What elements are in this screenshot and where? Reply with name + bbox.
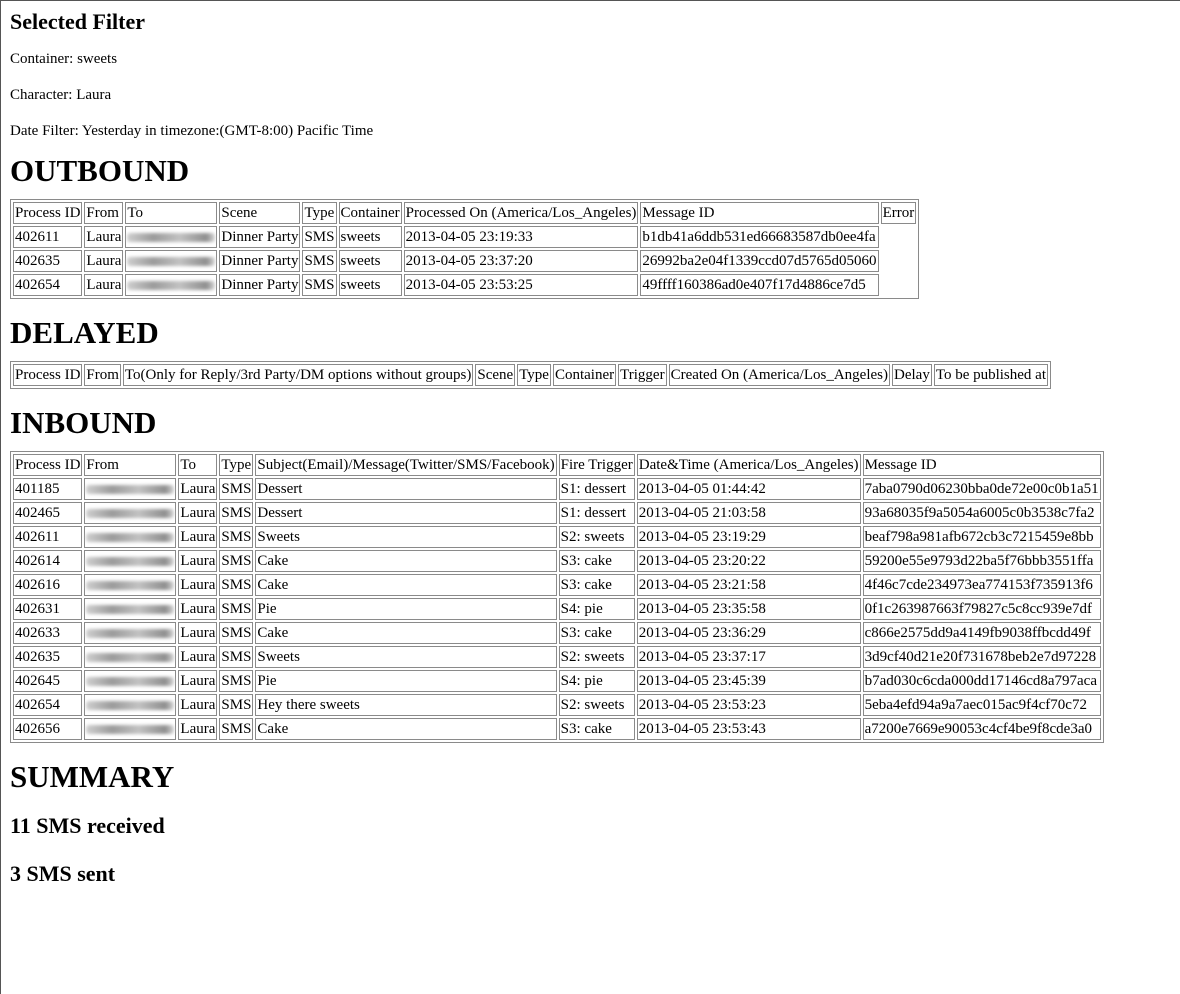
inbound-cell: Laura: [178, 670, 217, 692]
redacted-phone-number: [127, 233, 215, 242]
inbound-table-row: [13, 622, 1101, 644]
inbound-table-row: [13, 526, 1101, 548]
redacted-phone-number: [86, 485, 174, 494]
redacted-phone-cell: [84, 718, 176, 740]
inbound-cell: 402611: [13, 526, 82, 548]
inbound-cell: 402635: [13, 646, 82, 668]
inbound-cell: SMS: [219, 718, 253, 740]
inbound-heading: INBOUND: [10, 405, 157, 440]
inbound-table: [10, 451, 1104, 743]
filter-details: [10, 33, 1180, 141]
redacted-phone-cell: [84, 550, 176, 572]
redacted-phone-cell: [84, 646, 176, 668]
redacted-phone-number: [86, 533, 174, 542]
inbound-cell: SMS: [219, 478, 253, 500]
delayed-heading: DELAYED: [10, 315, 159, 350]
redacted-phone-cell: [84, 622, 176, 644]
outbound-table-row: [13, 250, 916, 272]
outbound-table: [10, 199, 919, 299]
redacted-phone-number: [86, 725, 174, 734]
outbound-column-header: Type: [302, 202, 336, 224]
inbound-cell: SMS: [219, 598, 253, 620]
inbound-cell: S3: cake: [559, 622, 635, 644]
inbound-cell: SMS: [219, 670, 253, 692]
outbound-cell: 26992ba2e04f1339ccd07d5765d05060: [640, 250, 878, 272]
inbound-cell: 2013-04-05 23:53:43: [637, 718, 861, 740]
inbound-cell: 2013-04-05 23:21:58: [637, 574, 861, 596]
redacted-phone-number: [86, 509, 174, 518]
outbound-column-header: To: [125, 202, 217, 224]
inbound-cell: S1: dessert: [559, 502, 635, 524]
delayed-column-header: Scene: [475, 364, 515, 386]
inbound-table-row: [13, 646, 1101, 668]
inbound-cell: S4: pie: [559, 598, 635, 620]
outbound-cell: b1db41a6ddb531ed66683587db0ee4fa: [640, 226, 878, 248]
inbound-cell: Pie: [255, 670, 556, 692]
outbound-cell: 2013-04-05 23:53:25: [404, 274, 639, 296]
inbound-cell: 402654: [13, 694, 82, 716]
inbound-table-row: [13, 478, 1101, 500]
inbound-cell: 401185: [13, 478, 82, 500]
inbound-table-row: [13, 598, 1101, 620]
inbound-cell: Hey there sweets: [255, 694, 556, 716]
inbound-column-header: Type: [219, 454, 253, 476]
inbound-cell: SMS: [219, 502, 253, 524]
inbound-cell: 402616: [13, 574, 82, 596]
inbound-cell: 7aba0790d06230bba0de72e00c0b1a51: [863, 478, 1101, 500]
inbound-cell: S3: cake: [559, 718, 635, 740]
outbound-column-header: Container: [339, 202, 402, 224]
inbound-cell: Laura: [178, 718, 217, 740]
outbound-cell: sweets: [339, 226, 402, 248]
outbound-cell: Laura: [84, 274, 123, 296]
outbound-cell: 49ffff160386ad0e407f17d4886ce7d5: [640, 274, 878, 296]
redacted-phone-cell: [125, 226, 217, 248]
inbound-cell: Laura: [178, 478, 217, 500]
inbound-cell: beaf798a981afb672cb3c7215459e8bb: [863, 526, 1101, 548]
inbound-cell: Sweets: [255, 526, 556, 548]
inbound-cell: Dessert: [255, 502, 556, 524]
inbound-cell: Sweets: [255, 646, 556, 668]
outbound-cell: Laura: [84, 250, 123, 272]
delayed-column-header: Container: [553, 364, 616, 386]
inbound-cell: Cake: [255, 574, 556, 596]
outbound-table-row: [13, 226, 916, 248]
inbound-cell: SMS: [219, 526, 253, 548]
inbound-column-header: From: [84, 454, 176, 476]
inbound-cell: SMS: [219, 622, 253, 644]
inbound-cell: 2013-04-05 23:45:39: [637, 670, 861, 692]
inbound-cell: a7200e7669e90053c4cf4be9f8cde3a0: [863, 718, 1101, 740]
inbound-cell: 402631: [13, 598, 82, 620]
delayed-column-header: Process ID: [13, 364, 82, 386]
delayed-column-header: Trigger: [618, 364, 666, 386]
redacted-phone-number: [86, 605, 174, 614]
inbound-table-row: [13, 502, 1101, 524]
inbound-cell: 2013-04-05 23:53:23: [637, 694, 861, 716]
delayed-column-header: To be published at: [934, 364, 1048, 386]
inbound-cell: 402614: [13, 550, 82, 572]
redacted-phone-number: [86, 557, 174, 566]
inbound-table-row: [13, 574, 1101, 596]
redacted-phone-cell: [125, 274, 217, 296]
inbound-cell: 402656: [13, 718, 82, 740]
inbound-table-row: [13, 550, 1101, 572]
inbound-cell: Laura: [178, 598, 217, 620]
inbound-cell: 2013-04-05 21:03:58: [637, 502, 861, 524]
inbound-cell: SMS: [219, 574, 253, 596]
redacted-phone-cell: [84, 598, 176, 620]
inbound-cell: 402645: [13, 670, 82, 692]
inbound-cell: S2: sweets: [559, 694, 635, 716]
outbound-header-row: [13, 202, 916, 224]
inbound-cell: 0f1c263987663f79827c5c8cc939e7df: [863, 598, 1101, 620]
inbound-cell: 402465: [13, 502, 82, 524]
inbound-table-row: [13, 694, 1101, 716]
inbound-column-header: Process ID: [13, 454, 82, 476]
inbound-cell: Cake: [255, 718, 556, 740]
outbound-cell: 2013-04-05 23:37:20: [404, 250, 639, 272]
inbound-cell: S3: cake: [559, 550, 635, 572]
redacted-phone-number: [86, 629, 174, 638]
inbound-header-row: [13, 454, 1101, 476]
inbound-cell: Pie: [255, 598, 556, 620]
inbound-table-row: [13, 718, 1101, 740]
redacted-phone-number: [86, 653, 174, 662]
filter-container: Container: sweets: [10, 51, 118, 67]
inbound-cell: Laura: [178, 502, 217, 524]
redacted-phone-number: [86, 701, 174, 710]
inbound-cell: Laura: [178, 574, 217, 596]
inbound-column-header: Message ID: [863, 454, 1101, 476]
redacted-phone-cell: [84, 574, 176, 596]
redacted-phone-cell: [84, 478, 176, 500]
redacted-phone-cell: [84, 694, 176, 716]
filter-date: Date Filter: Yesterday in timezone:(GMT-8:00) Pacific Time: [10, 123, 374, 139]
summary-received: 11 SMS received: [10, 813, 165, 838]
inbound-cell: 3d9cf40d21e20f731678beb2e7d97228: [863, 646, 1101, 668]
inbound-cell: b7ad030c6cda000dd17146cd8a797aca: [863, 670, 1101, 692]
inbound-cell: 5eba4efd94a9a7aec015ac9f4cf70c72: [863, 694, 1101, 716]
summary-sent: 3 SMS sent: [10, 861, 116, 886]
redacted-phone-number: [127, 281, 215, 290]
inbound-cell: 93a68035f9a5054a6005c0b3538c7fa2: [863, 502, 1101, 524]
inbound-cell: 4f46c7cde234973ea774153f735913f6: [863, 574, 1101, 596]
outbound-cell: Dinner Party: [219, 226, 300, 248]
inbound-body: [13, 478, 1101, 740]
redacted-phone-number: [127, 257, 215, 266]
outbound-column-header: Processed On (America/Los_Angeles): [404, 202, 639, 224]
outbound-cell: 402654: [13, 274, 82, 296]
redacted-phone-cell: [84, 502, 176, 524]
redacted-phone-cell: [84, 670, 176, 692]
inbound-cell: S2: sweets: [559, 526, 635, 548]
inbound-column-header: Subject(Email)/Message(Twitter/SMS/Facebook): [255, 454, 556, 476]
inbound-cell: Cake: [255, 550, 556, 572]
outbound-cell: SMS: [302, 250, 336, 272]
inbound-cell: S1: dessert: [559, 478, 635, 500]
outbound-column-header: Message ID: [640, 202, 878, 224]
inbound-cell: S2: sweets: [559, 646, 635, 668]
redacted-phone-number: [86, 677, 174, 686]
inbound-column-header: Date&Time (America/Los_Angeles): [637, 454, 861, 476]
outbound-body: [13, 226, 916, 296]
outbound-column-header: Error: [881, 202, 917, 224]
outbound-table-row: [13, 274, 916, 296]
redacted-phone-cell: [84, 526, 176, 548]
outbound-cell: sweets: [339, 250, 402, 272]
delayed-header-row: [13, 364, 1048, 386]
inbound-table-row: [13, 670, 1101, 692]
redacted-phone-cell: [125, 250, 217, 272]
selected-filter-heading: Selected Filter: [10, 9, 145, 34]
outbound-cell: 402635: [13, 250, 82, 272]
inbound-cell: 2013-04-05 23:36:29: [637, 622, 861, 644]
inbound-cell: SMS: [219, 646, 253, 668]
outbound-column-header: From: [84, 202, 123, 224]
inbound-cell: 2013-04-05 01:44:42: [637, 478, 861, 500]
inbound-cell: Laura: [178, 526, 217, 548]
delayed-column-header: Created On (America/Los_Angeles): [669, 364, 890, 386]
outbound-cell: 2013-04-05 23:19:33: [404, 226, 639, 248]
inbound-cell: S4: pie: [559, 670, 635, 692]
inbound-cell: Dessert: [255, 478, 556, 500]
inbound-cell: SMS: [219, 550, 253, 572]
inbound-cell: 2013-04-05 23:20:22: [637, 550, 861, 572]
outbound-cell: SMS: [302, 226, 336, 248]
inbound-cell: 59200e55e9793d22ba5f76bbb3551ffa: [863, 550, 1101, 572]
inbound-cell: Laura: [178, 550, 217, 572]
outbound-cell: SMS: [302, 274, 336, 296]
inbound-cell: Laura: [178, 622, 217, 644]
inbound-cell: Cake: [255, 622, 556, 644]
inbound-cell: SMS: [219, 694, 253, 716]
outbound-cell: sweets: [339, 274, 402, 296]
inbound-column-header: Fire Trigger: [559, 454, 635, 476]
redacted-phone-number: [86, 581, 174, 590]
inbound-cell: 402633: [13, 622, 82, 644]
outbound-column-header: Scene: [219, 202, 300, 224]
inbound-cell: Laura: [178, 646, 217, 668]
delayed-column-header: To(Only for Reply/3rd Party/DM options without groups): [123, 364, 473, 386]
inbound-cell: 2013-04-05 23:35:58: [637, 598, 861, 620]
outbound-cell: 402611: [13, 226, 82, 248]
inbound-column-header: To: [178, 454, 217, 476]
delayed-column-header: Type: [517, 364, 551, 386]
delayed-column-header: Delay: [892, 364, 932, 386]
inbound-cell: 2013-04-05 23:37:17: [637, 646, 861, 668]
filter-character: Character: Laura: [10, 87, 112, 103]
summary-heading: SUMMARY: [10, 759, 175, 794]
report-page: [1, 9, 1180, 887]
delayed-table: [10, 361, 1051, 389]
outbound-cell: Dinner Party: [219, 250, 300, 272]
outbound-heading: OUTBOUND: [10, 153, 190, 188]
inbound-cell: S3: cake: [559, 574, 635, 596]
outbound-cell: Laura: [84, 226, 123, 248]
delayed-column-header: From: [84, 364, 121, 386]
inbound-cell: 2013-04-05 23:19:29: [637, 526, 861, 548]
inbound-cell: Laura: [178, 694, 217, 716]
inbound-cell: c866e2575dd9a4149fb9038ffbcdd49f: [863, 622, 1101, 644]
outbound-cell: Dinner Party: [219, 274, 300, 296]
outbound-column-header: Process ID: [13, 202, 82, 224]
